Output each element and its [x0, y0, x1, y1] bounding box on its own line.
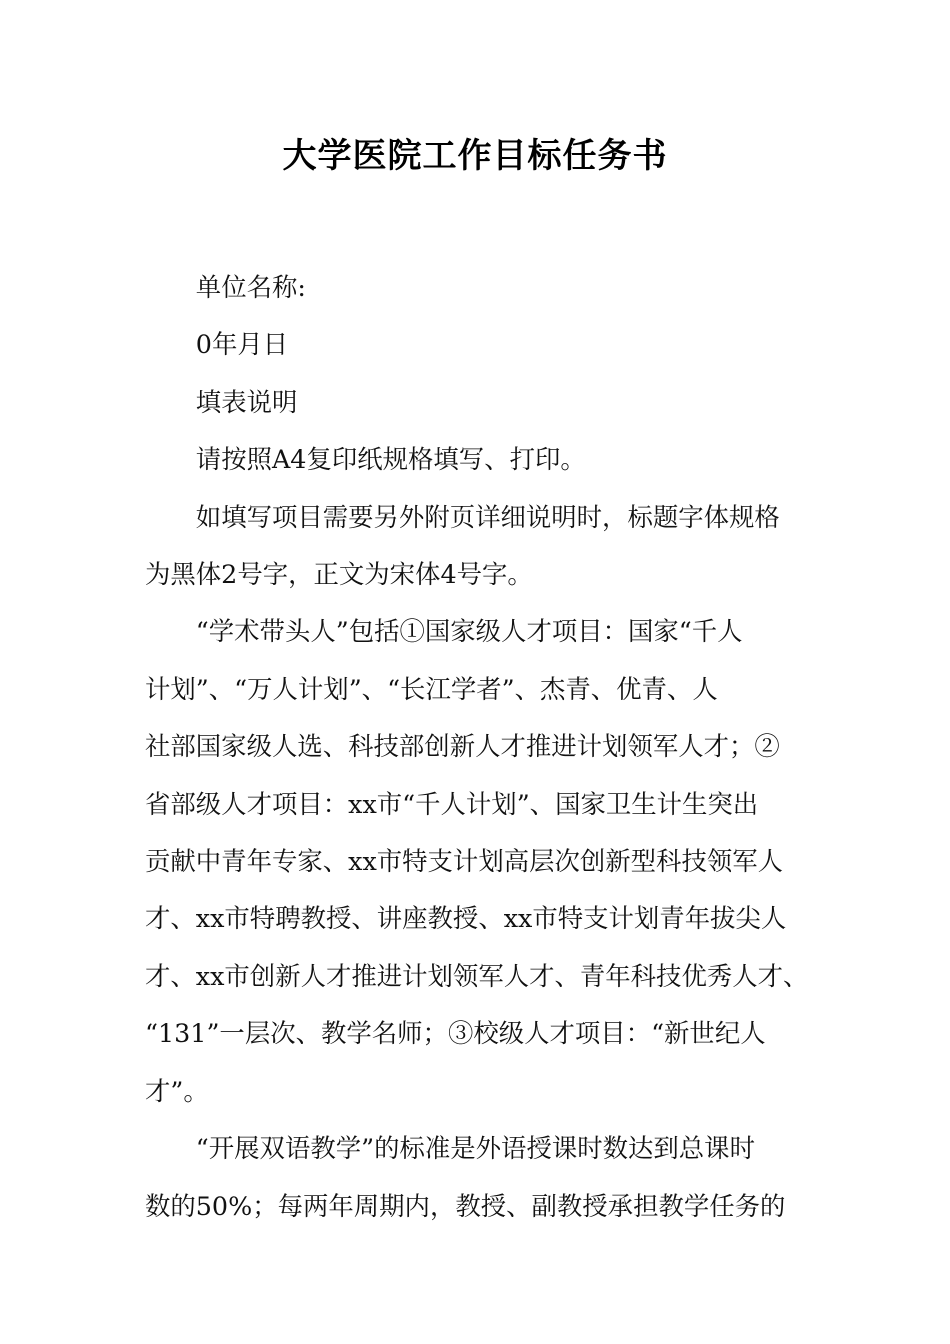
paragraph-leaders-line-9: 才”。 [145, 1075, 209, 1106]
paragraph-instructions-heading: 填表说明 [195, 386, 298, 417]
paragraph-leaders-line-7: 才、xx市创新人才推进计划领军人才、青年科技优秀人才、 [145, 960, 809, 991]
paragraph-leaders-line-3: 社部国家级人选、科技部创新人才推进计划领军人才；② [145, 731, 780, 762]
paragraph-print-instructions: 请按照A4复印纸规格填写、打印。 [195, 444, 586, 475]
paragraph-bilingual-line-1: “开展双语教学”的标准是外语授课时数达到总课时 [195, 1133, 755, 1164]
paragraph-leaders-line-5: 贡献中青年专家、xx市特支计划高层次创新型科技领军人 [145, 846, 784, 877]
paragraph-leaders-line-1: “学术带头人”包括①国家级人才项目：国家“千人 [195, 616, 743, 647]
paragraph-leaders-line-8: “131”一层次、教学名师；③校级人才项目：“新世纪人 [145, 1018, 766, 1049]
paragraph-attachment-line-2: 为黑体2号字，正文为宋体4号字。 [145, 559, 533, 590]
paragraph-leaders-line-2: 计划”、“万人计划”、“长江学者”、杰青、优青、人 [145, 673, 718, 704]
paragraph-bilingual-line-2: 数的50%；每两年周期内，教授、副教授承担教学任务的 [145, 1190, 786, 1221]
paragraph-unit-name: 单位名称: [195, 272, 306, 302]
document-body [145, 259, 825, 1235]
paragraph-attachment-line-1: 如填写项目需要另外附页详细说明时，标题字体规格 [195, 501, 780, 532]
paragraph-date: 0年月日 [195, 329, 289, 360]
paragraph-leaders-line-4: 省部级人才项目：xx市“千人计划”、国家卫生计生突出 [145, 788, 759, 819]
paragraph-leaders-line-6: 才、xx市特聘教授、讲座教授、xx市特支计划青年拔尖人 [145, 903, 787, 934]
document-title: 大学医院工作目标任务书 [282, 136, 668, 176]
